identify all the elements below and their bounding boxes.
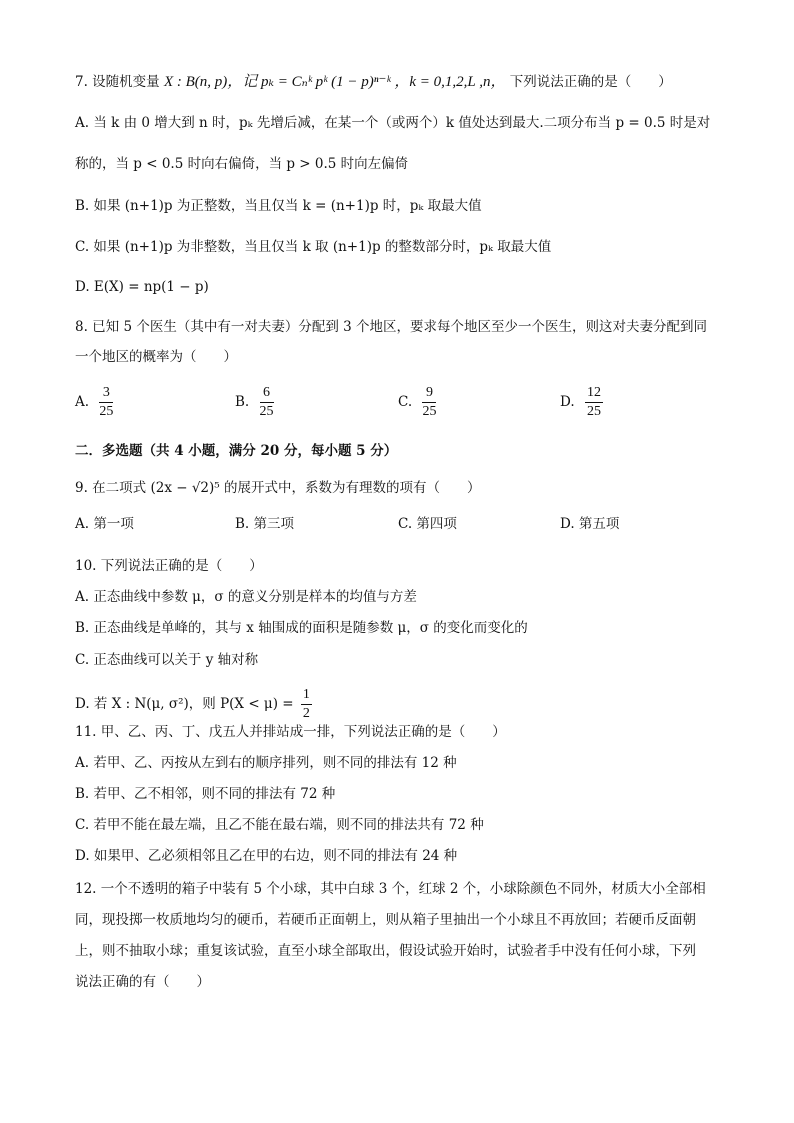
q8-stem-line1: 8. 已知 5 个医生（其中有一对夫妻）分配到 3 个地区，要求每个地区至少一个医生，则这对夫妻分配到同 [75, 319, 708, 335]
q10-stem: 10. 下列说法正确的是（ ） [75, 558, 263, 574]
q10-option-d-den: 2 [302, 706, 310, 721]
q7-stem-math: X : B(n, p)，记 pₖ = Cₙᵏ pᵏ (1 − p)ⁿ⁻ᵏ ，k = 0,1,2,L ,n， [163, 74, 506, 90]
q7-stem-prefix: 7. 设随机变量 [75, 74, 160, 90]
q8-option-a-num: 3 [99, 384, 113, 403]
q11-stem: 11. 甲、乙、丙、丁、戊五人并排站成一排，下列说法正确的是（ ） [75, 724, 506, 740]
q9-stem: 9. 在二项式 (2x − √2)⁵ 的展开式中，系数为有理数的项有（ ） [75, 480, 481, 496]
q9-option-c: C. 第四项 [398, 516, 457, 532]
q7-stem-suffix: 下列说法正确的是（ ） [509, 74, 672, 90]
q8-option-d [560, 384, 603, 421]
q9-option-b: B. 第三项 [235, 516, 295, 532]
q8-option-a-fraction [99, 384, 113, 421]
q8-option-b-fraction [260, 384, 274, 421]
q8-option-c-den: 25 [422, 404, 437, 419]
q12-stem-line3: 上，则不抽取小球；重复该试验，直至小球全部取出，假设试验开始时，试验者手中没有任何小球，下列 [75, 943, 696, 959]
q8-option-a-label: A. [75, 394, 90, 410]
q7-stem [75, 72, 672, 92]
q8-option-c-num: 9 [422, 384, 436, 403]
q8-option-d-label: D. [560, 394, 575, 410]
section-2-heading: 二．多选题（共 4 小题，满分 20 分，每小题 5 分） [75, 443, 398, 459]
q11-option-a: A. 若甲、乙、丙按从左到右的顺序排列，则不同的排法有 12 种 [75, 755, 457, 771]
q8-option-d-den: 25 [586, 404, 601, 419]
q8-option-b-den: 25 [259, 404, 274, 419]
q10-option-d-num: 1 [301, 686, 312, 705]
q10-option-d-fraction [301, 686, 312, 723]
q8-option-a [75, 384, 113, 421]
q7-option-b: B. 如果 (n+1)p 为正整数，当且仅当 k = (n+1)p 时，pₖ 取最大值 [75, 198, 482, 214]
q8-option-c [398, 384, 436, 421]
q7-option-d: D. E(X) = np(1 − p) [75, 279, 209, 295]
q11-option-c: C. 若甲不能在最左端，且乙不能在最右端，则不同的排法共有 72 种 [75, 817, 484, 833]
q8-option-b-label: B. [235, 394, 250, 410]
q10-option-d [75, 686, 312, 723]
q7-option-c: C. 如果 (n+1)p 为非整数，当且仅当 k 取 (n+1)p 的整数部分时，pₖ 取最大值 [75, 239, 552, 255]
q10-option-d-text: D. 若 X : N(μ, σ²)，则 P(X < μ) = [75, 696, 294, 712]
q7-option-a-line1: A. 当 k 由 0 增大到 n 时，pₖ 先增后减，在某一个（或两个）k 值处达到最大.二项分布当 p = 0.5 时是对 [75, 115, 711, 131]
q8-stem-line2: 一个地区的概率为（ ） [75, 349, 237, 365]
q11-option-b: B. 若甲、乙不相邻，则不同的排法有 72 种 [75, 786, 336, 802]
q12-stem-line2: 同，现投掷一枚质地均匀的硬币，若硬币正面朝上，则从箱子里抽出一个小球且不再放回；若硬币反面朝 [75, 912, 696, 928]
q10-option-a: A. 正态曲线中参数 μ，σ 的意义分别是样本的均值与方差 [75, 589, 417, 605]
q10-option-c: C. 正态曲线可以关于 y 轴对称 [75, 652, 259, 668]
q8-option-d-fraction [585, 384, 603, 421]
q11-option-d: D. 如果甲、乙必须相邻且乙在甲的右边，则不同的排法有 24 种 [75, 848, 458, 864]
q8-option-b-num: 6 [260, 384, 274, 403]
q7-option-a-line2: 称的，当 p < 0.5 时向右偏倚，当 p > 0.5 时向左偏倚 [75, 156, 409, 172]
q12-stem-line1: 12. 一个不透明的箱子中装有 5 个小球，其中白球 3 个，红球 2 个，小球除颜色不同外，材质大小全部相 [75, 881, 706, 897]
q12-stem-line4: 说法正确的有（ ） [75, 974, 210, 990]
q9-option-d: D. 第五项 [560, 516, 620, 532]
q8-option-c-fraction [422, 384, 436, 421]
q8-option-a-den: 25 [99, 404, 114, 419]
q8-option-d-num: 12 [585, 384, 603, 403]
q9-option-a: A. 第一项 [75, 516, 134, 532]
q8-option-b [235, 384, 274, 421]
q10-option-b: B. 正态曲线是单峰的，其与 x 轴围成的面积是随参数 μ，σ 的变化而变化的 [75, 620, 528, 636]
q8-option-c-label: C. [398, 394, 413, 410]
